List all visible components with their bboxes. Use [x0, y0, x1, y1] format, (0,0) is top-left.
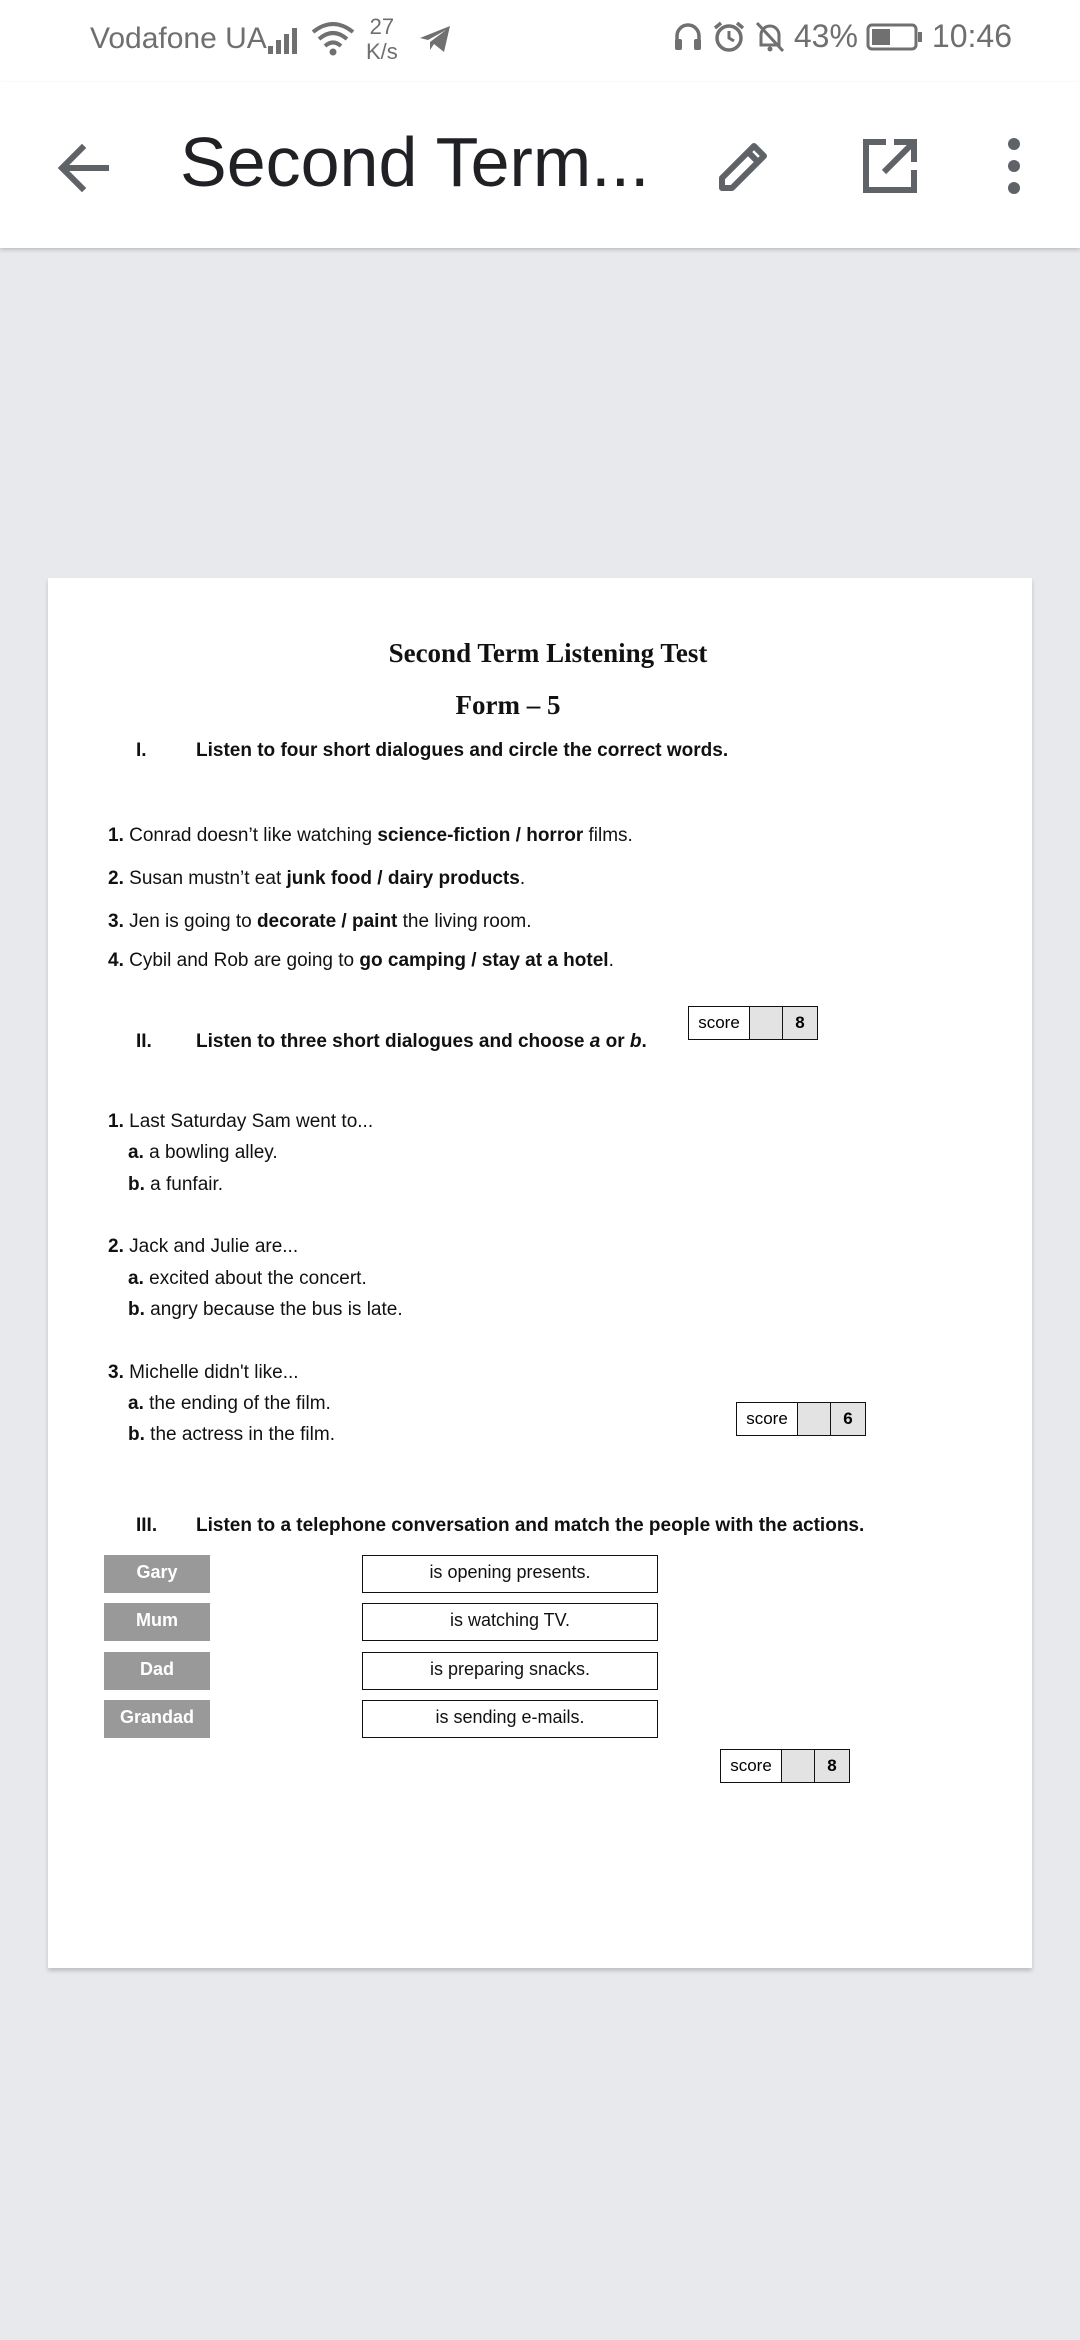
item-text: Conrad doesn’t like watching	[129, 825, 378, 846]
question	[108, 1236, 298, 1258]
score-value: 6	[831, 1403, 865, 1435]
score-value: 8	[783, 1007, 817, 1039]
item-choice: science-fiction / horror	[377, 825, 584, 846]
score-box	[736, 1402, 866, 1436]
score-value: 8	[815, 1750, 849, 1782]
battery-percent: 43%	[793, 18, 858, 54]
option-a: a. the ending of the film.	[128, 1393, 331, 1414]
item-text: Cybil and Rob are going to	[129, 950, 360, 971]
question	[108, 1111, 373, 1133]
list-item	[108, 868, 525, 890]
item-number: 1.	[108, 825, 124, 846]
test-subtitle: Form – 5	[455, 690, 561, 720]
question-number: 2.	[108, 1236, 124, 1257]
question-number: 1.	[108, 1111, 124, 1132]
person-label: Dad	[104, 1652, 210, 1690]
score-label: score	[689, 1007, 750, 1039]
person-label: Gary	[104, 1555, 210, 1593]
score-blank	[782, 1750, 815, 1782]
section-number: III.	[136, 1515, 158, 1536]
question-number: 3.	[108, 1362, 124, 1383]
list-item	[108, 825, 633, 847]
person-label: Mum	[104, 1603, 210, 1641]
status-bar	[0, 0, 1080, 82]
section-number: II.	[136, 1031, 152, 1052]
item-text-end: .	[519, 868, 526, 889]
clock: 10:46	[931, 18, 1012, 54]
item-text-end: .	[608, 950, 614, 971]
edit-pencil-icon[interactable]	[712, 134, 776, 198]
item-choice: junk food / dairy products	[286, 868, 520, 889]
app-bar	[0, 82, 1080, 248]
back-arrow-icon[interactable]	[52, 136, 116, 200]
option-b: b. angry because the bus is late.	[128, 1299, 403, 1320]
action-box: is preparing snacks.	[362, 1652, 658, 1690]
wifi-icon	[310, 18, 356, 63]
question-text: Michelle didn't like...	[129, 1362, 299, 1383]
item-text-end: films.	[583, 825, 633, 846]
option-b: b. the actress in the film.	[128, 1424, 335, 1445]
alarm-icon	[712, 20, 746, 54]
score-label: score	[721, 1750, 782, 1782]
item-choice: go camping / stay at a hotel	[359, 950, 609, 971]
document-page[interactable]	[48, 578, 1032, 1968]
notifications-off-icon	[754, 20, 786, 54]
person-label: Grandad	[104, 1700, 210, 1738]
network-speed	[366, 14, 398, 64]
score-label: score	[737, 1403, 798, 1435]
action-box: is opening presents.	[362, 1555, 658, 1593]
option-a: a. a bowling alley.	[128, 1142, 278, 1163]
section-instruction: Listen to three short dialogues and choose a or b.	[196, 1031, 647, 1052]
question	[108, 1362, 299, 1384]
score-box	[720, 1749, 850, 1783]
question-text: Jack and Julie are...	[129, 1236, 299, 1257]
action-box: is sending e-mails.	[362, 1700, 658, 1738]
battery-icon	[866, 22, 924, 52]
score-blank	[750, 1007, 783, 1039]
more-vert-icon[interactable]	[1000, 134, 1028, 198]
open-external-icon[interactable]	[858, 134, 922, 198]
item-number: 3.	[108, 911, 124, 932]
network-speed-value: 27	[369, 14, 395, 39]
score-box	[688, 1006, 818, 1040]
item-number: 2.	[108, 868, 124, 889]
option-a: a. excited about the concert.	[128, 1268, 367, 1289]
section-instruction: Listen to a telephone conversation and match the people with the actions.	[196, 1515, 865, 1536]
section-instruction: Listen to four short dialogues and circle the correct words.	[196, 740, 729, 761]
item-choice: decorate / paint	[256, 911, 398, 932]
item-number: 4.	[108, 950, 124, 971]
test-title: Second Term Listening Test	[388, 638, 708, 668]
list-item	[108, 950, 614, 972]
list-item	[108, 911, 532, 933]
question-text: Last Saturday Sam went to...	[129, 1111, 374, 1132]
carrier-name: Vodafone UA	[90, 22, 267, 55]
score-blank	[798, 1403, 831, 1435]
item-text: Jen is going to	[129, 911, 257, 932]
telegram-icon	[418, 24, 452, 59]
section-number: I.	[136, 740, 147, 761]
network-speed-unit: K/s	[366, 39, 398, 64]
option-b: b. a funfair.	[128, 1174, 224, 1195]
signal-icon	[268, 24, 304, 59]
headphones-icon	[672, 21, 704, 53]
action-box: is watching TV.	[362, 1603, 658, 1641]
document-title: Second Term...	[180, 123, 650, 201]
item-text: Susan mustn’t eat	[129, 868, 287, 889]
item-text-end: the living room.	[397, 911, 532, 932]
